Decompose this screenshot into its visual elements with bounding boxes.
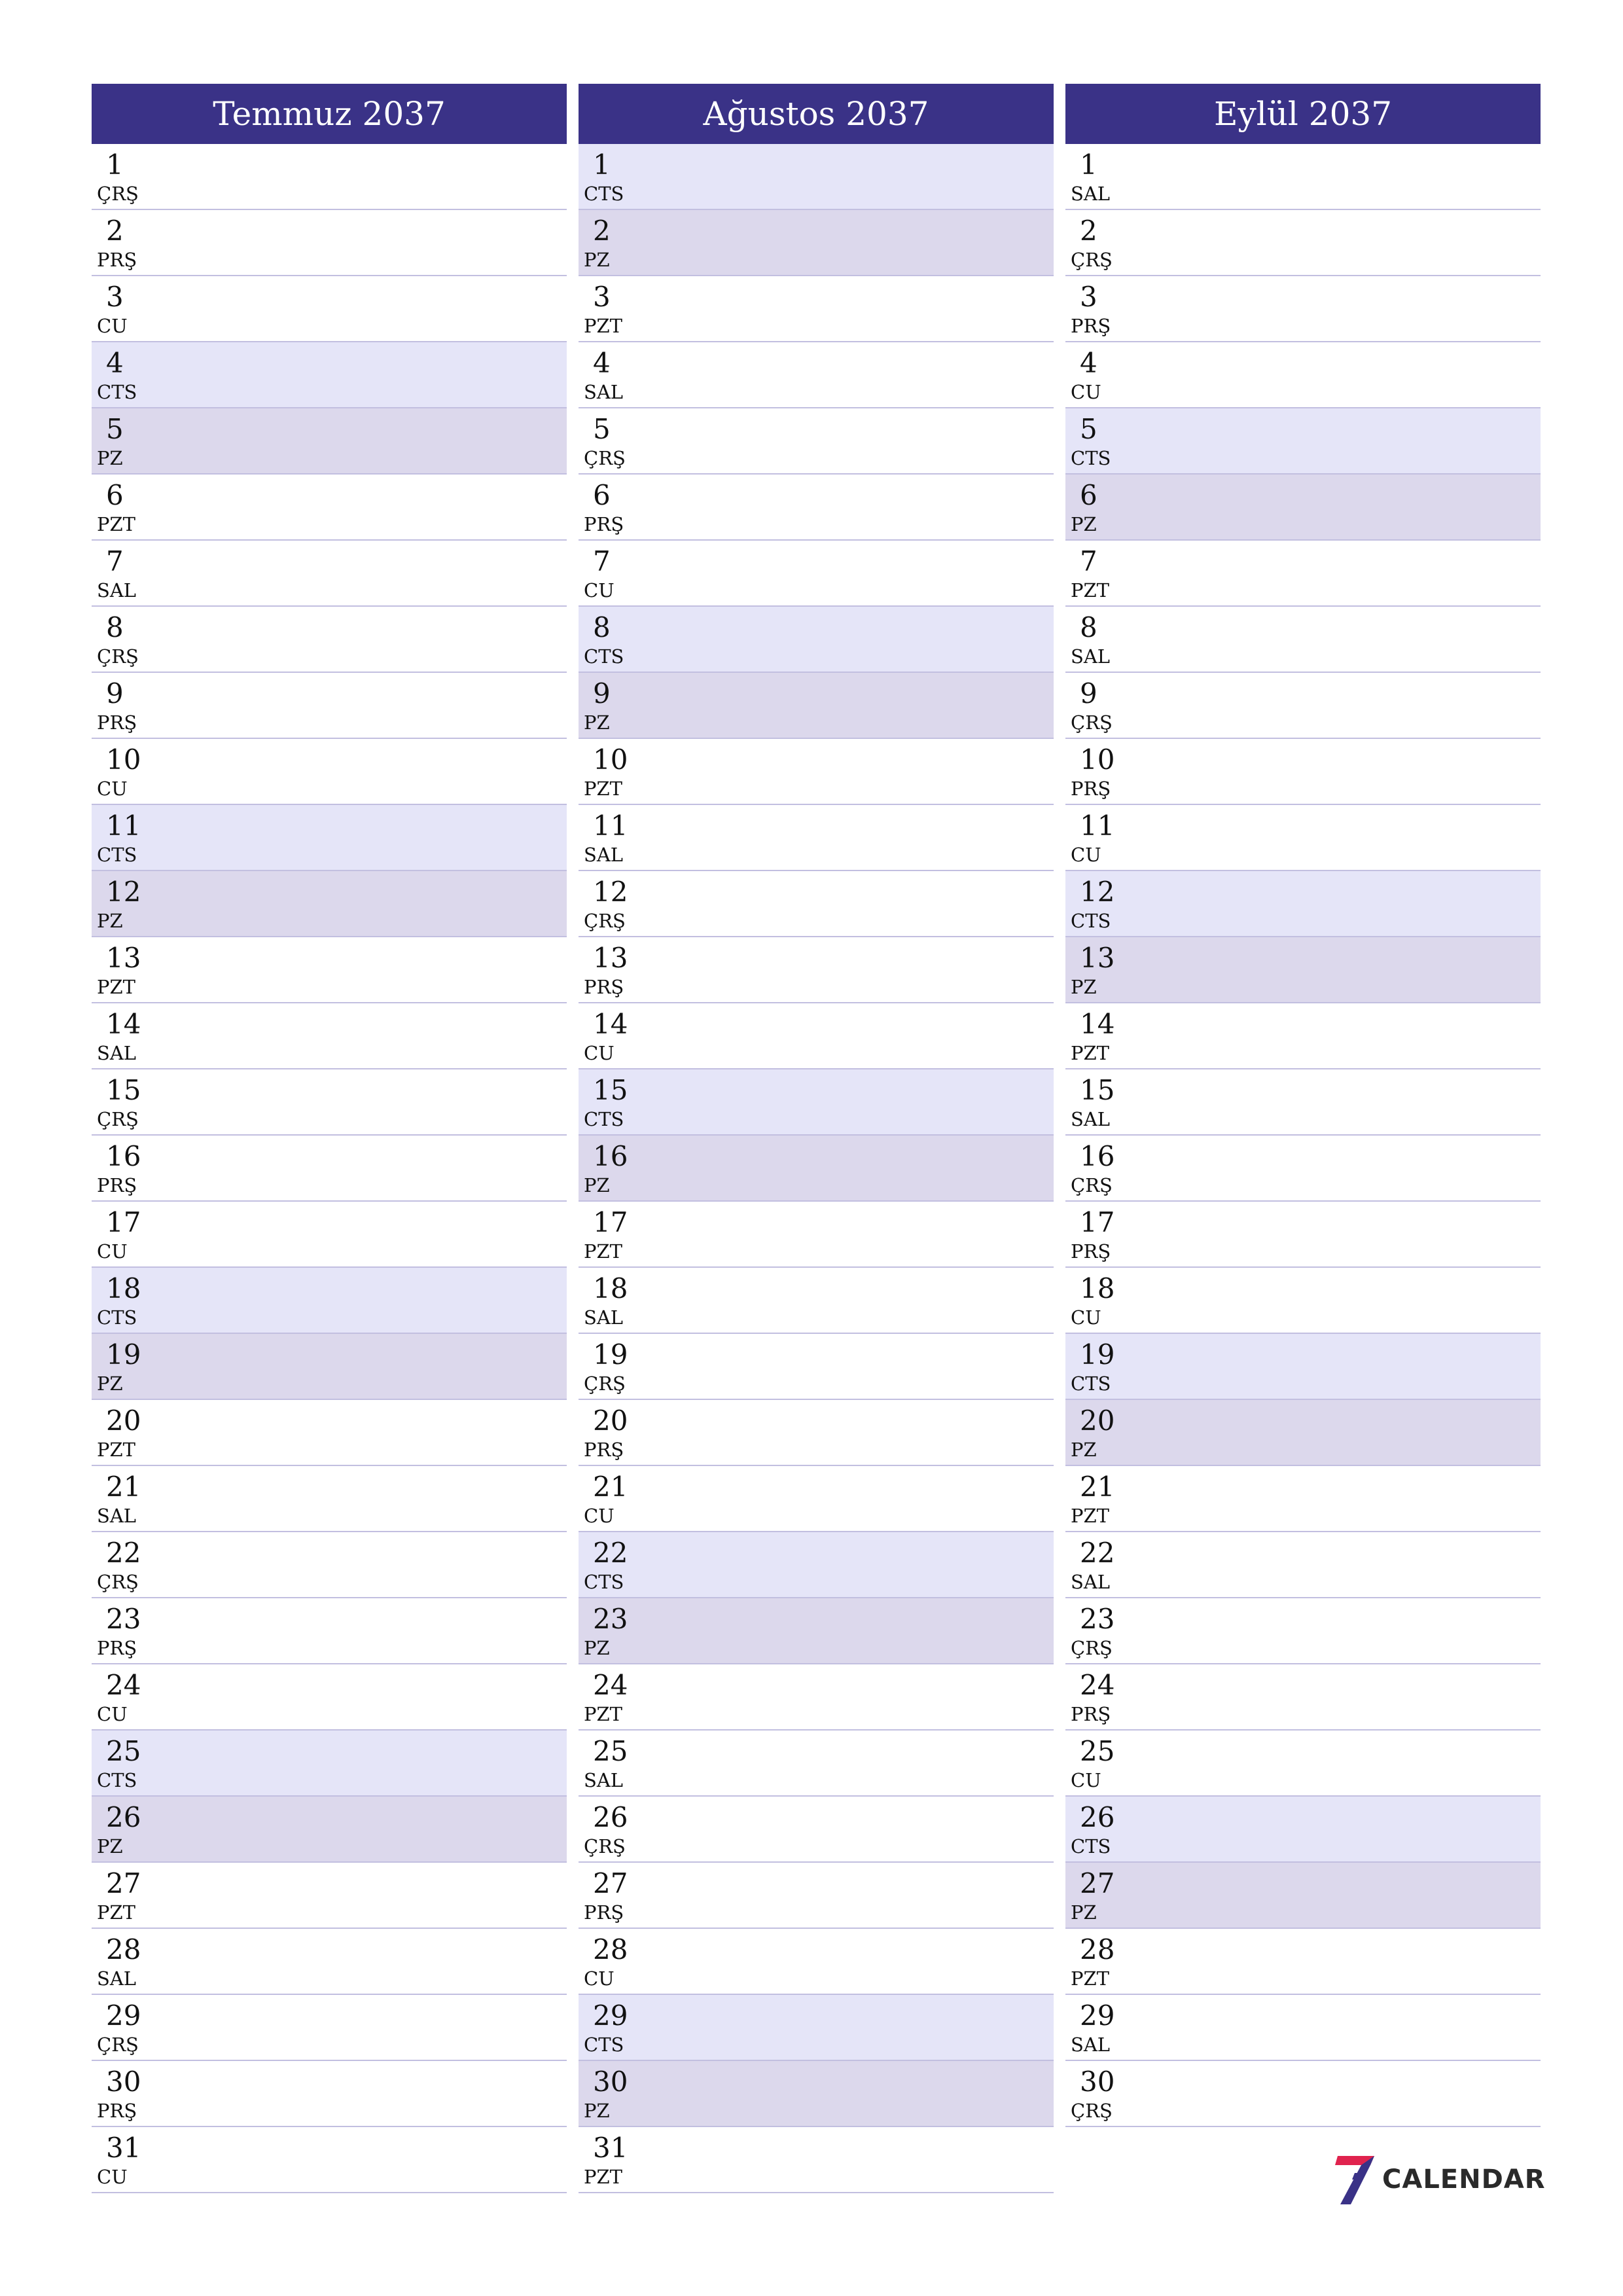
day-row [579, 1995, 1054, 2061]
day-row [579, 2127, 1054, 2193]
weekday-label: CTS [584, 183, 624, 205]
day-row [1065, 144, 1541, 210]
day-number: 30 [593, 2066, 628, 2098]
seven-logo-icon [1335, 2153, 1377, 2206]
weekday-label: ÇRŞ [1071, 711, 1113, 734]
day-row [579, 1334, 1054, 1400]
day-row [579, 607, 1054, 673]
day-number: 26 [106, 1801, 141, 1833]
day-number: 28 [593, 1933, 628, 1965]
day-row [92, 2061, 567, 2127]
weekday-label: PZT [584, 315, 623, 337]
day-list [1065, 144, 1541, 2127]
month-header: Eylül 2037 [1065, 84, 1541, 144]
day-number: 7 [593, 545, 611, 577]
weekday-label: PZ [97, 1835, 123, 1857]
day-number: 13 [1080, 942, 1115, 974]
weekday-label: PRŞ [584, 1439, 624, 1461]
day-row [579, 210, 1054, 276]
day-row [579, 1731, 1054, 1797]
weekday-label: SAL [584, 1306, 624, 1329]
day-number: 31 [106, 2132, 141, 2164]
day-row [92, 1995, 567, 2061]
day-row [579, 739, 1054, 805]
weekday-label: CU [584, 1967, 615, 1990]
day-number: 14 [106, 1008, 141, 1040]
day-number: 29 [593, 2000, 628, 2032]
day-row [1065, 1202, 1541, 1268]
day-number: 21 [593, 1471, 628, 1503]
day-row [579, 1664, 1054, 1731]
day-number: 8 [1080, 611, 1097, 643]
day-row [579, 937, 1054, 1003]
day-row [92, 1202, 567, 1268]
day-number: 4 [593, 347, 611, 379]
day-number: 23 [1080, 1603, 1115, 1635]
day-number: 21 [106, 1471, 141, 1503]
day-row [92, 342, 567, 408]
day-number: 16 [1080, 1140, 1115, 1172]
day-number: 29 [106, 2000, 141, 2032]
day-row [1065, 1069, 1541, 1136]
day-row [1065, 1995, 1541, 2061]
day-row [1065, 1268, 1541, 1334]
day-row [92, 739, 567, 805]
day-row [1065, 408, 1541, 475]
day-number: 27 [106, 1867, 141, 1899]
weekday-label: CU [97, 315, 128, 337]
day-number: 22 [106, 1537, 141, 1569]
day-row [92, 1268, 567, 1334]
weekday-label: ÇRŞ [97, 1571, 139, 1593]
day-row [579, 408, 1054, 475]
day-number: 30 [106, 2066, 141, 2098]
day-row [92, 1400, 567, 1466]
day-number: 24 [593, 1669, 628, 1701]
weekday-label: CU [584, 579, 615, 601]
day-row [1065, 541, 1541, 607]
weekday-label: PRŞ [97, 1174, 137, 1196]
day-row [579, 871, 1054, 937]
day-list [92, 144, 567, 2193]
day-row [1065, 1003, 1541, 1069]
brand-logo [1335, 2153, 1546, 2206]
day-row [579, 1532, 1054, 1598]
weekday-label: PZT [1071, 579, 1110, 601]
weekday-label: SAL [1071, 183, 1111, 205]
weekday-label: PZT [97, 1439, 136, 1461]
weekday-label: ÇRŞ [1071, 1637, 1113, 1659]
day-number: 20 [1080, 1405, 1115, 1437]
day-number: 2 [593, 215, 611, 247]
weekday-label: PZ [97, 910, 123, 932]
day-number: 30 [1080, 2066, 1115, 2098]
day-number: 7 [1080, 545, 1097, 577]
day-number: 18 [593, 1272, 628, 1304]
weekday-label: CU [97, 2166, 128, 2188]
day-number: 9 [106, 677, 124, 709]
day-number: 8 [106, 611, 124, 643]
day-row [92, 2127, 567, 2193]
day-number: 12 [106, 876, 141, 908]
weekday-label: CU [1071, 1769, 1101, 1791]
weekday-label: PZT [584, 1703, 623, 1725]
day-number: 15 [106, 1074, 141, 1106]
day-row [1065, 673, 1541, 739]
day-row [92, 1136, 567, 1202]
weekday-label: PRŞ [584, 1901, 624, 1924]
weekday-label: CTS [97, 381, 137, 403]
day-row [92, 1731, 567, 1797]
weekday-label: CTS [97, 844, 137, 866]
day-row [1065, 937, 1541, 1003]
weekday-label: PZ [97, 1372, 123, 1395]
weekday-label: PZT [584, 1240, 623, 1263]
weekday-label: PZ [584, 711, 610, 734]
day-row [92, 1334, 567, 1400]
day-number: 5 [1080, 413, 1097, 445]
weekday-label: CTS [1071, 1372, 1111, 1395]
day-row [579, 1003, 1054, 1069]
weekday-label: PZ [584, 1174, 610, 1196]
day-row [92, 1664, 567, 1731]
day-row [579, 673, 1054, 739]
weekday-label: PZ [584, 249, 610, 271]
day-number: 9 [1080, 677, 1097, 709]
weekday-label: ÇRŞ [97, 183, 139, 205]
weekday-label: ÇRŞ [1071, 249, 1113, 271]
day-list [579, 144, 1054, 2193]
day-number: 3 [593, 281, 611, 313]
day-row [92, 144, 567, 210]
day-row [1065, 1929, 1541, 1995]
weekday-label: PZ [1071, 513, 1097, 535]
day-number: 23 [106, 1603, 141, 1635]
day-row [92, 1797, 567, 1863]
day-number: 5 [593, 413, 611, 445]
day-row [579, 1202, 1054, 1268]
weekday-label: PRŞ [97, 1637, 137, 1659]
weekday-label: CU [97, 778, 128, 800]
day-row [92, 673, 567, 739]
weekday-label: PZT [97, 976, 136, 998]
day-row [579, 1863, 1054, 1929]
weekday-label: PRŞ [584, 513, 624, 535]
weekday-label: ÇRŞ [97, 645, 139, 668]
weekday-label: SAL [97, 579, 137, 601]
weekday-label: ÇRŞ [97, 2034, 139, 2056]
day-number: 10 [1080, 744, 1115, 776]
day-number: 22 [593, 1537, 628, 1569]
weekday-label: ÇRŞ [1071, 2100, 1113, 2122]
weekday-label: SAL [584, 381, 624, 403]
day-number: 3 [106, 281, 124, 313]
day-number: 12 [593, 876, 628, 908]
day-row [1065, 1532, 1541, 1598]
day-number: 1 [106, 149, 124, 181]
day-row [1065, 805, 1541, 871]
day-row [1065, 1731, 1541, 1797]
day-row [579, 1400, 1054, 1466]
day-row [579, 805, 1054, 871]
weekday-label: CU [1071, 844, 1101, 866]
weekday-label: PRŞ [1071, 778, 1111, 800]
day-row [92, 475, 567, 541]
day-number: 12 [1080, 876, 1115, 908]
weekday-label: PZT [1071, 1967, 1110, 1990]
day-row [1065, 1598, 1541, 1664]
weekday-label: PRŞ [1071, 1240, 1111, 1263]
day-number: 26 [593, 1801, 628, 1833]
weekday-label: SAL [97, 1967, 137, 1990]
weekday-label: CTS [1071, 910, 1111, 932]
day-number: 16 [106, 1140, 141, 1172]
day-row [1065, 1400, 1541, 1466]
weekday-label: CU [1071, 381, 1101, 403]
weekday-label: SAL [97, 1042, 137, 1064]
day-number: 4 [106, 347, 124, 379]
day-row [1065, 1797, 1541, 1863]
day-row [1065, 342, 1541, 408]
month-column-july [92, 84, 567, 2193]
day-row [579, 1069, 1054, 1136]
day-number: 6 [593, 479, 611, 511]
day-row [579, 1268, 1054, 1334]
weekday-label: CU [1071, 1306, 1101, 1329]
day-number: 13 [593, 942, 628, 974]
day-number: 24 [1080, 1669, 1115, 1701]
weekday-label: SAL [1071, 645, 1111, 668]
month-header: Ağustos 2037 [579, 84, 1054, 144]
weekday-label: ÇRŞ [584, 1835, 626, 1857]
weekday-label: CTS [584, 2034, 624, 2056]
weekday-label: CTS [1071, 1835, 1111, 1857]
weekday-label: SAL [1071, 1108, 1111, 1130]
day-number: 24 [106, 1669, 141, 1701]
day-number: 20 [593, 1405, 628, 1437]
day-row [1065, 276, 1541, 342]
day-number: 25 [106, 1735, 141, 1767]
day-row [579, 1136, 1054, 1202]
day-row [579, 276, 1054, 342]
weekday-label: CTS [584, 645, 624, 668]
day-row [579, 144, 1054, 210]
day-row [1065, 871, 1541, 937]
day-number: 28 [1080, 1933, 1115, 1965]
weekday-label: SAL [1071, 1571, 1111, 1593]
day-row [92, 1466, 567, 1532]
weekday-label: ÇRŞ [97, 1108, 139, 1130]
day-number: 27 [1080, 1867, 1115, 1899]
day-row [1065, 2061, 1541, 2127]
weekday-label: PRŞ [584, 976, 624, 998]
day-row [1065, 1334, 1541, 1400]
day-row [579, 1598, 1054, 1664]
weekday-label: CTS [1071, 447, 1111, 469]
day-number: 11 [106, 810, 141, 842]
weekday-label: PZT [1071, 1042, 1110, 1064]
day-row [92, 1532, 567, 1598]
day-number: 19 [106, 1338, 141, 1371]
weekday-label: CTS [97, 1769, 137, 1791]
weekday-label: CTS [584, 1108, 624, 1130]
day-row [1065, 607, 1541, 673]
day-number: 11 [1080, 810, 1115, 842]
day-row [1065, 475, 1541, 541]
day-row [92, 1863, 567, 1929]
weekday-label: CTS [584, 1571, 624, 1593]
weekday-label: PRŞ [1071, 1703, 1111, 1725]
day-number: 17 [106, 1206, 141, 1238]
day-number: 20 [106, 1405, 141, 1437]
day-number: 2 [106, 215, 124, 247]
weekday-label: CU [584, 1042, 615, 1064]
day-number: 5 [106, 413, 124, 445]
weekday-label: PRŞ [97, 249, 137, 271]
day-number: 28 [106, 1933, 141, 1965]
day-number: 31 [593, 2132, 628, 2164]
day-row [92, 1598, 567, 1664]
day-number: 22 [1080, 1537, 1115, 1569]
day-row [92, 210, 567, 276]
day-row [92, 276, 567, 342]
day-number: 19 [1080, 1338, 1115, 1371]
day-row [579, 2061, 1054, 2127]
day-number: 17 [593, 1206, 628, 1238]
weekday-label: PRŞ [97, 711, 137, 734]
weekday-label: PRŞ [1071, 315, 1111, 337]
day-number: 10 [106, 744, 141, 776]
weekday-label: ÇRŞ [584, 910, 626, 932]
day-row [579, 342, 1054, 408]
day-row [1065, 1466, 1541, 1532]
day-number: 14 [1080, 1008, 1115, 1040]
weekday-label: SAL [1071, 2034, 1111, 2056]
day-row [1065, 1863, 1541, 1929]
day-row [92, 607, 567, 673]
day-number: 19 [593, 1338, 628, 1371]
weekday-label: ÇRŞ [1071, 1174, 1113, 1196]
weekday-label: PZ [1071, 1901, 1097, 1924]
weekday-label: PRŞ [97, 2100, 137, 2122]
weekday-label: PZ [584, 1637, 610, 1659]
month-column-august [579, 84, 1054, 2193]
day-row [579, 1466, 1054, 1532]
weekday-label: PZ [1071, 976, 1097, 998]
day-number: 21 [1080, 1471, 1115, 1503]
day-number: 18 [106, 1272, 141, 1304]
brand-text: CALENDAR [1382, 2164, 1546, 2195]
day-number: 17 [1080, 1206, 1115, 1238]
weekday-label: CTS [97, 1306, 137, 1329]
day-number: 3 [1080, 281, 1097, 313]
weekday-label: PZT [97, 513, 136, 535]
day-row [92, 871, 567, 937]
day-number: 14 [593, 1008, 628, 1040]
day-number: 25 [1080, 1735, 1115, 1767]
day-number: 8 [593, 611, 611, 643]
day-number: 1 [1080, 149, 1097, 181]
day-row [1065, 1664, 1541, 1731]
weekday-label: PZT [584, 2166, 623, 2188]
weekday-label: PZT [584, 778, 623, 800]
day-number: 23 [593, 1603, 628, 1635]
weekday-label: PZ [584, 2100, 610, 2122]
weekday-label: PZ [1071, 1439, 1097, 1461]
day-row [92, 541, 567, 607]
day-number: 2 [1080, 215, 1097, 247]
day-row [579, 475, 1054, 541]
day-number: 1 [593, 149, 611, 181]
day-row [579, 1797, 1054, 1863]
month-header: Temmuz 2037 [92, 84, 567, 144]
weekday-label: SAL [584, 844, 624, 866]
day-number: 15 [593, 1074, 628, 1106]
day-number: 25 [593, 1735, 628, 1767]
weekday-label: PZ [97, 447, 123, 469]
day-number: 9 [593, 677, 611, 709]
day-row [1065, 739, 1541, 805]
day-number: 11 [593, 810, 628, 842]
weekday-label: PZT [97, 1901, 136, 1924]
weekday-label: PZT [1071, 1505, 1110, 1527]
day-row [92, 1929, 567, 1995]
day-row [579, 1929, 1054, 1995]
weekday-label: ÇRŞ [584, 1372, 626, 1395]
day-number: 6 [106, 479, 124, 511]
day-number: 15 [1080, 1074, 1115, 1106]
weekday-label: CU [97, 1240, 128, 1263]
weekday-label: SAL [97, 1505, 137, 1527]
day-number: 7 [106, 545, 124, 577]
day-number: 6 [1080, 479, 1097, 511]
day-row [92, 408, 567, 475]
day-row [92, 1069, 567, 1136]
day-row [579, 541, 1054, 607]
day-number: 13 [106, 942, 141, 974]
day-row [92, 1003, 567, 1069]
day-number: 27 [593, 1867, 628, 1899]
month-column-september [1065, 84, 1541, 2127]
weekday-label: SAL [584, 1769, 624, 1791]
day-row [1065, 210, 1541, 276]
day-number: 18 [1080, 1272, 1115, 1304]
day-number: 26 [1080, 1801, 1115, 1833]
day-number: 10 [593, 744, 628, 776]
day-number: 16 [593, 1140, 628, 1172]
weekday-label: CU [584, 1505, 615, 1527]
day-number: 4 [1080, 347, 1097, 379]
day-number: 29 [1080, 2000, 1115, 2032]
day-row [1065, 1136, 1541, 1202]
weekday-label: ÇRŞ [584, 447, 626, 469]
weekday-label: CU [97, 1703, 128, 1725]
day-row [92, 805, 567, 871]
day-row [92, 937, 567, 1003]
